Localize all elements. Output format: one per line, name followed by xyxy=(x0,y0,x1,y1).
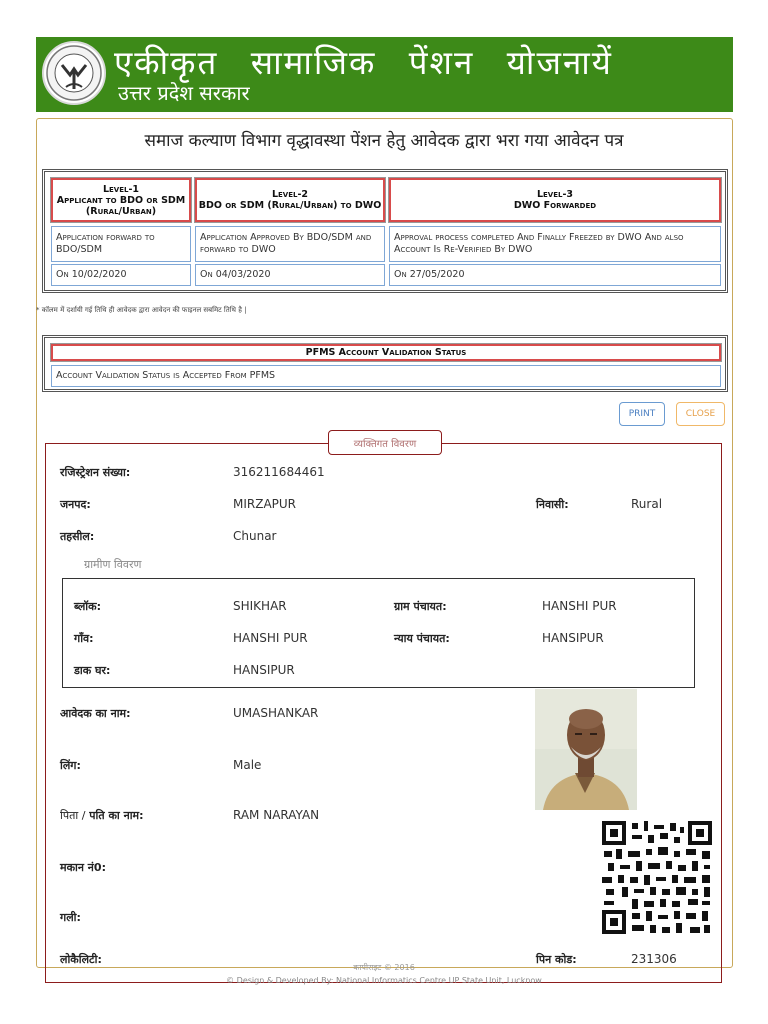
applicant-name-label: आवेदक का नाम: xyxy=(60,707,131,720)
husband-label: पति का नाम: xyxy=(89,809,144,822)
submission-date-note: * कॉलम में दर्शायी गई तिथि ही आवेदक द्वारा आवेदन की फाइनल सबमिट तिथि है | xyxy=(36,306,247,314)
qr-code xyxy=(602,821,712,934)
tehsil-label: तहसील: xyxy=(60,530,95,543)
father-label-prefix: पिता / xyxy=(60,809,86,822)
pfms-title: PFMS Account Validation Status xyxy=(51,344,721,361)
level-2-description: Application Approved By BDO/SDM and forward to DWO xyxy=(195,226,385,262)
rural-details-heading: ग्रामीण विवरण xyxy=(84,558,142,571)
copyright-text: कापीराइट © 2016 xyxy=(353,963,415,972)
pincode-value: 231306 xyxy=(631,952,677,966)
registration-value: 316211684461 xyxy=(233,465,325,479)
house-number-label: मकान नं0: xyxy=(60,861,106,874)
footer-credit: © Design & Developed By: National Informatics Centre UP State Unit, Lucknow xyxy=(226,976,542,985)
gram-panchayat-value: HANSHI PUR xyxy=(542,599,617,613)
street-label: गली: xyxy=(60,911,81,924)
father-husband-name-label xyxy=(60,808,144,823)
resident-label: निवासी: xyxy=(536,498,569,511)
level-3-description: Approval process completed And Finally Freezed by DWO And also Account Is Re-Verified By DWO xyxy=(389,226,721,262)
gender-label: लिंग: xyxy=(60,759,81,772)
nyay-panchayat-value: HANSIPUR xyxy=(542,631,604,645)
post-office-value: HANSIPUR xyxy=(233,663,295,677)
applicant-photo xyxy=(535,689,637,810)
district-label: जनपद: xyxy=(60,498,91,511)
form-title: समाज कल्याण विभाग वृद्धावस्था पेंशन हेतु आवेदक द्वारा भरा गया आवेदन पत्र xyxy=(144,131,624,151)
registration-label: रजिस्ट्रेशन संख्या: xyxy=(60,466,131,479)
level-1-title: Level-1 xyxy=(102,183,140,195)
gender-value: Male xyxy=(233,758,262,772)
pincode-label: पिन कोड: xyxy=(536,953,577,966)
level-3-title: Level-3 xyxy=(536,189,574,200)
pfms-status: Account Validation Status is Accepted From PFMS xyxy=(51,365,721,387)
nyay-panchayat-label: न्याय पंचायत: xyxy=(394,632,450,645)
level-1-header xyxy=(51,178,191,222)
level-2-title: Level-2 xyxy=(271,189,309,200)
personal-details-legend: व्यक्तिगत विवरण xyxy=(328,430,442,455)
village-value: HANSHI PUR xyxy=(233,631,308,645)
close-button[interactable]: CLOSE xyxy=(676,402,725,426)
district-value: MIRZAPUR xyxy=(233,497,297,511)
applicant-name-value: UMASHANKAR xyxy=(233,706,319,720)
up-government-emblem-logo xyxy=(42,41,106,105)
level-3-header xyxy=(389,178,721,222)
pfms-table xyxy=(42,335,728,392)
post-office-label: डाक घर: xyxy=(74,664,111,677)
level-1-subtitle: Applicant to BDO or SDM (Rural/Urban) xyxy=(56,194,186,217)
header-subtitle: उत्तर प्रदेश सरकार xyxy=(118,81,250,105)
tehsil-value: Chunar xyxy=(233,529,277,543)
level-2-date: On 04/03/2020 xyxy=(195,264,385,286)
print-button[interactable]: PRINT xyxy=(619,402,665,426)
levels-table xyxy=(42,169,728,293)
level-2-header xyxy=(195,178,385,222)
level-1-description: Application forward to BDO/SDM xyxy=(51,226,191,262)
locality-label: लोकैलिटी: xyxy=(60,953,102,966)
header-banner xyxy=(36,37,733,112)
gram-panchayat-label: ग्राम पंचायत: xyxy=(394,600,447,613)
block-value: SHIKHAR xyxy=(233,599,287,613)
level-1-date: On 10/02/2020 xyxy=(51,264,191,286)
level-3-subtitle: DWO Forwarded xyxy=(513,200,597,211)
resident-value: Rural xyxy=(631,497,663,511)
block-label: ब्लॉक: xyxy=(74,600,101,613)
level-2-subtitle: BDO or SDM (Rural/Urban) to DWO xyxy=(198,200,382,211)
level-3-date: On 27/05/2020 xyxy=(389,264,721,286)
father-husband-name-value: RAM NARAYAN xyxy=(233,808,320,822)
header-title: एकीकृत सामाजिक पेंशन योजनायें xyxy=(114,43,613,82)
village-label: गॉंव: xyxy=(74,632,94,645)
